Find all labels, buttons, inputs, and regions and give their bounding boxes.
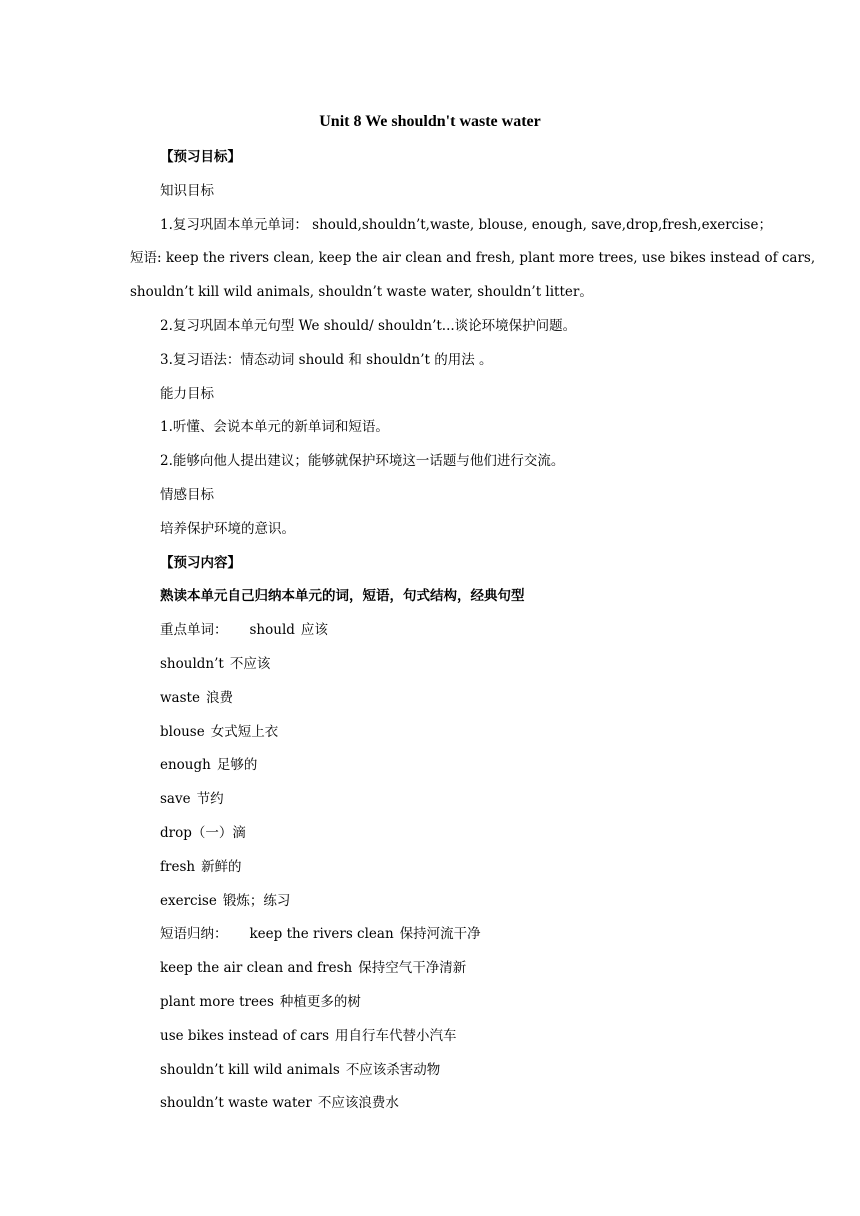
- word-en: waste: [160, 689, 200, 706]
- word-en: shouldn’t: [160, 655, 224, 672]
- subheading-knowledge-goals: 知识目标: [160, 182, 214, 199]
- phrase-en: shouldn’t waste water: [160, 1095, 312, 1112]
- phrase-en: keep the air clean and fresh: [160, 960, 353, 977]
- word-en: blouse: [160, 723, 205, 740]
- word-en: should: [249, 622, 295, 639]
- word-zh: 不应该: [229, 655, 271, 672]
- knowledge-goal-1-phrases-continued: shouldn’t kill wild animals, shouldn’t waste water, shouldn’t litter。: [130, 284, 593, 301]
- phrase-zh: 保持河流干净: [399, 926, 481, 943]
- word-zh: 女式短上衣: [210, 723, 279, 740]
- word-en: exercise: [160, 892, 217, 909]
- word-item: [130, 749, 740, 783]
- word-item: [130, 648, 740, 682]
- word-en: fresh: [160, 858, 196, 875]
- word-item: [130, 682, 740, 716]
- phrase-item: [130, 952, 740, 986]
- knowledge-goal-1-phrases: 短语: keep the rivers clean, keep the air clean and fresh, plant more trees, use bikes instead of cars,: [130, 250, 816, 267]
- subheading-emotion-goals: 情感目标: [160, 486, 214, 503]
- phrase-zh: 不应该杀害动物: [345, 1061, 441, 1078]
- phrase-zh: 保持空气干净清新: [358, 960, 467, 977]
- word-zh: （一）滴: [191, 824, 246, 841]
- subheading-ability-goals: 能力目标: [160, 385, 214, 402]
- page-title: Unit 8 We shouldn't waste water: [319, 113, 541, 130]
- word-en: save: [160, 791, 191, 808]
- section-heading-preview-content: 【预习内容】: [160, 554, 241, 571]
- word-zh: 足够的: [216, 757, 258, 774]
- knowledge-goal-2: 2.复习巩固本单元句型 We should/ shouldn’t...谈论环境保护问题。: [160, 317, 577, 334]
- word-item: [130, 851, 740, 885]
- phrase-en: shouldn’t kill wild animals: [160, 1061, 340, 1078]
- section-heading-preview-goals: 【预习目标】: [160, 149, 241, 165]
- word-en: drop: [160, 824, 192, 841]
- phrase-item: [130, 1054, 740, 1088]
- knowledge-goal-1-words: 1.复习巩固本单元单词： should,shouldn’t,waste, blouse, enough, save,drop,fresh,exercise；: [160, 216, 772, 233]
- phrase-en: keep the rivers clean: [249, 926, 394, 943]
- word-item: [130, 783, 740, 817]
- phrase-item: [130, 1020, 740, 1054]
- word-zh: 浪费: [205, 689, 233, 706]
- phrase-en: use bikes instead of cars: [160, 1027, 329, 1044]
- knowledge-goal-3: 3.复习语法：情态动词 should 和 shouldn’t 的用法 。: [160, 351, 493, 368]
- document-body: [130, 141, 816, 1121]
- ability-goal-1: 1.听懂、会说本单元的新单词和短语。: [160, 419, 389, 436]
- emotion-goal-1: 培养保护环境的意识。: [160, 520, 295, 537]
- phrases-label: 短语归纳：: [160, 926, 228, 943]
- phrase-item: [130, 986, 740, 1020]
- word-item: [130, 614, 740, 648]
- phrase-item: [130, 918, 740, 952]
- phrase-zh: 用自行车代替小汽车: [335, 1027, 457, 1044]
- word-zh: 锻炼；练习: [222, 892, 291, 909]
- word-zh: 新鲜的: [201, 858, 242, 875]
- word-item: [130, 716, 740, 750]
- preview-instruction: 熟读本单元自己归纳本单元的词，短语，句式结构，经典句型: [160, 588, 525, 605]
- phrase-item: [130, 1087, 740, 1121]
- phrase-zh: 种植更多的树: [279, 993, 361, 1010]
- words-label: 重点单词：: [160, 622, 228, 639]
- word-en: enough: [160, 757, 211, 774]
- word-zh: 应该: [300, 622, 328, 639]
- word-item: [130, 817, 740, 851]
- word-item: [130, 885, 740, 919]
- ability-goal-2: 2.能够向他人提出建议；能够就保护环境这一话题与他们进行交流。: [160, 453, 565, 470]
- word-zh: 节约: [196, 791, 224, 808]
- phrase-en: plant more trees: [160, 993, 274, 1010]
- phrase-zh: 不应该浪费水: [317, 1095, 399, 1112]
